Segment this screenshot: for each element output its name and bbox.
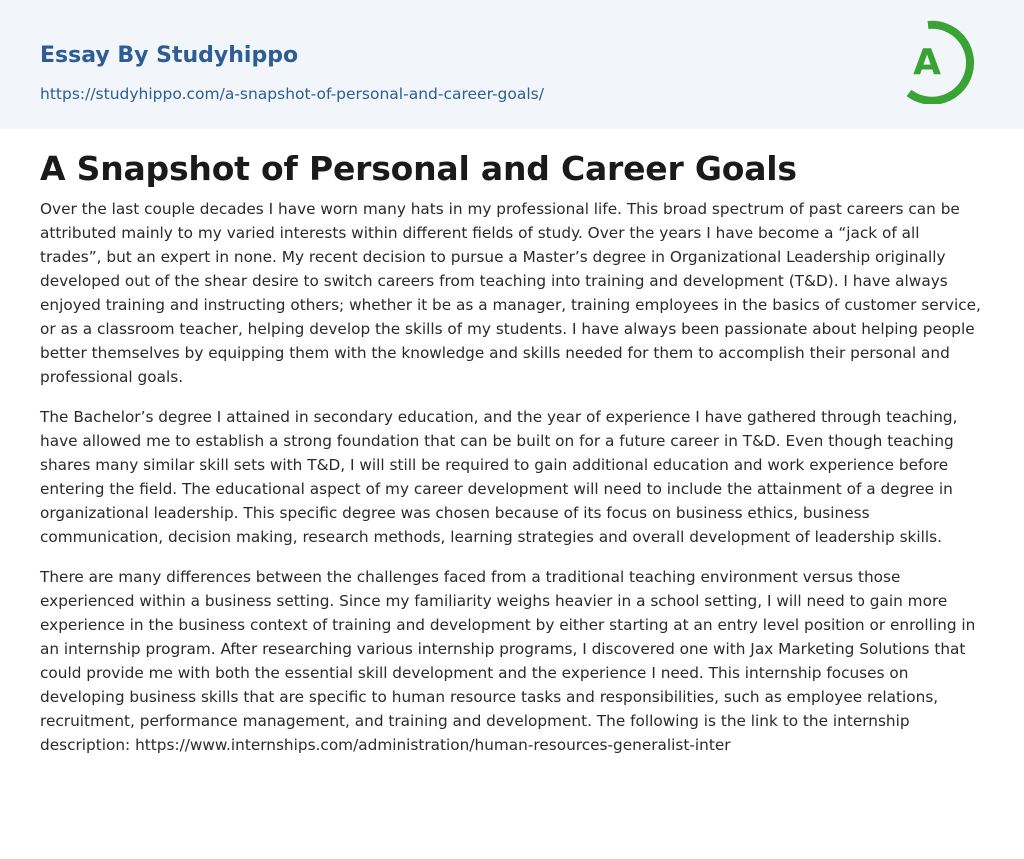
article-content [0, 149, 1024, 757]
paragraph-2: The Bachelor’s degree I attained in secondary education, and the year of experience I have gathered through teaching, have allowed me to establish a strong foundation that can be built on for a future career in T&D. Even though teaching shares many similar skill sets with T&D, I will still be required to gain additional education and work experience before entering the field. The educational aspect of my career development will need to include the attainment of a degree in organizational leadership. This specific degree was chosen because of its focus on business ethics, business communication, decision making, research methods, learning strategies and overall development of leadership skills. [40, 408, 958, 546]
paragraph-3: There are many differences between the challenges faced from a traditional teaching environment versus those experienced within a business setting. Since my familiarity weighs heavier in a school setting, I will need to gain more experience in the business context of training and development by either starting at an entry level position or enrolling in an internship program. After researching various internship programs, I discovered one with Jax Marketing Solutions that could provide me with both the essential skill development and the experience I need. This internship focuses on developing business skills that are specific to human resource tasks and responsibilities, such as employee relations, recruitment, performance management, and training and development. The following is the link to the internship description: https://www.internships.com/administration/human-resources-generalist-inter [40, 568, 976, 754]
source-url-link[interactable]: https://studyhippo.com/a-snapshot-of-personal-and-career-goals/ [40, 85, 544, 103]
studyhippo-logo-icon[interactable] [900, 20, 984, 104]
page-header [0, 0, 1024, 129]
brand-title: Essay By Studyhippo [40, 43, 299, 68]
logo-letter: A [913, 42, 941, 83]
paragraph-1: Over the last couple decades I have worn many hats in my professional life. This broad spectrum of past careers can be attributed mainly to my varied interests within different fields of study. Over the years I have become a “jack of all trades”, but an expert in none. My recent decision to pursue a Master’s degree in Organizational Leadership originally developed out of the shear desire to switch careers from teaching into training and development (T&D). I have always enjoyed training and instructing others; whether it be as a manager, training employees in the basics of customer service, or as a classroom teacher, helping develop the skills of my students. I have always been passionate about helping people better themselves by equipping them with the knowledge and skills needed for them to accomplish their personal and professional goals. [40, 200, 981, 386]
page-title: A Snapshot of Personal and Career Goals [40, 149, 797, 188]
